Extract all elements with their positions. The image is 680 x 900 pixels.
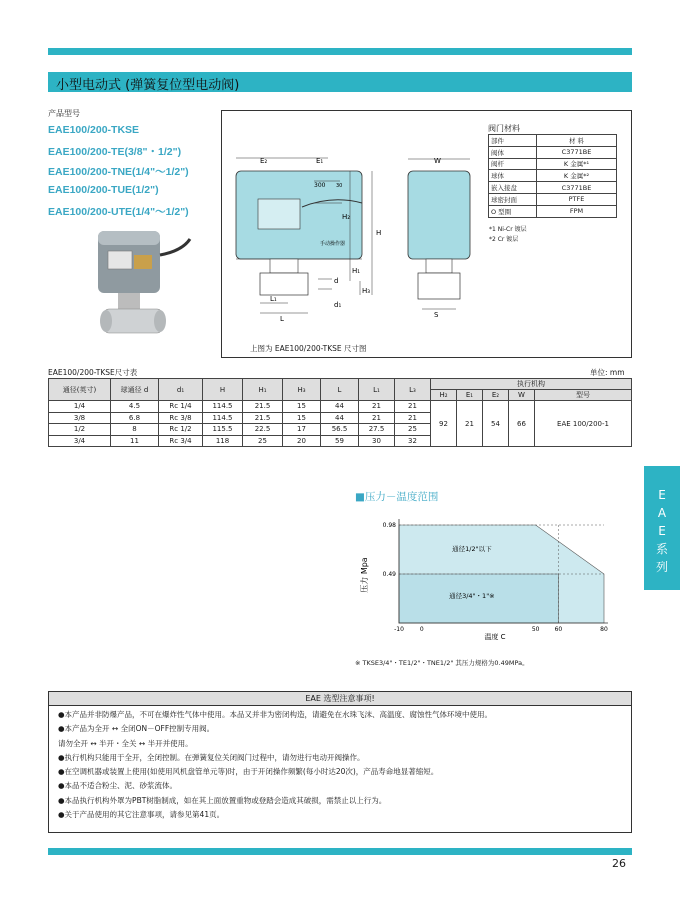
table-cell: 30 xyxy=(359,435,395,447)
col-header: E₂ xyxy=(483,390,509,401)
table-cell: 114.5 xyxy=(203,401,243,413)
col-header: 球通径 d xyxy=(111,379,159,401)
list-item: ●执行机构只能用于全开，全闭控制。在弹簧复位关闭阀门过程中，请勿进行电动开阀操作。 xyxy=(58,752,365,762)
label-h: H xyxy=(376,229,382,237)
col-header: H xyxy=(203,379,243,401)
chart-title: ■压力－温度范围 xyxy=(355,491,439,503)
list-item: ●本产品为全开 ↔ 全闭ON－OFF控制专用阀。 xyxy=(58,724,215,734)
model-2: EAE100/200-TE(3/8"・1/2") xyxy=(48,146,182,158)
x-tick-label: 0 xyxy=(419,626,424,633)
list-item: ●在空调机器或装置上使用(如使用风机盘管单元等)时，由于开闭操作频繁(每小时达20次)，产品寿命地显著缩短。 xyxy=(58,767,439,777)
drawing-caption: 上图为 EAE100/200-TKSE 尺寸图 xyxy=(250,344,367,353)
label-h2: H₂ xyxy=(342,213,351,221)
series-label-1: 通径1/2"以下 xyxy=(452,545,492,553)
label-l1: L₁ xyxy=(270,295,277,303)
label-w: W xyxy=(434,157,441,165)
x-tick-label: 60 xyxy=(554,626,563,633)
table-cell: 54 xyxy=(483,401,509,447)
table-cell: 11 xyxy=(111,435,159,447)
table-cell: 25 xyxy=(395,424,431,436)
table-cell: PTFE xyxy=(537,193,617,205)
table-cell: K 金属*² xyxy=(537,170,617,182)
col-header: 型号 xyxy=(535,390,632,401)
list-item: ●本产品并非防爆产品，不可在爆炸性气体中使用。本品又并非为密闭构造，请避免在水珠飞沫、高温度、腐蚀性气体环境中使用。 xyxy=(58,710,493,719)
table-cell: 6.8 xyxy=(111,412,159,424)
table-row xyxy=(489,170,617,182)
table-cell: 球密封面 xyxy=(489,193,537,205)
list-item: 请勿全开 ↔ 半开・全关 ↔ 半开并使用。 xyxy=(58,738,193,748)
page-title: 小型电动式 (弹簧复位型电动阀) xyxy=(56,78,240,93)
table-cell: 56.5 xyxy=(321,424,359,436)
table-cell: 59 xyxy=(321,435,359,447)
table-cell: Rc 1/2 xyxy=(159,424,203,436)
table-cell: K 金属*¹ xyxy=(537,158,617,170)
col-header: 通径(英寸) xyxy=(49,379,111,401)
table-row xyxy=(489,182,617,194)
table-cell: 1/2 xyxy=(49,424,111,436)
label-manual: 手动操作器 xyxy=(320,241,346,247)
table-cell: 阀杆 xyxy=(489,158,537,170)
table-cell: C3771BE xyxy=(537,146,617,158)
table-row xyxy=(489,146,617,158)
table-cell: 114.5 xyxy=(203,412,243,424)
table-cell: 21 xyxy=(359,401,395,413)
table-cell: 21 xyxy=(457,401,483,447)
table-cell: 21 xyxy=(395,412,431,424)
table-cell: 22.5 xyxy=(243,424,283,436)
x-tick-label: 80 xyxy=(600,626,608,633)
col-header: L xyxy=(321,379,359,401)
series-side-text xyxy=(644,486,680,576)
table-cell: 21.5 xyxy=(243,401,283,413)
side-char: A xyxy=(657,506,667,520)
selection-notice-box xyxy=(48,691,632,833)
table-row xyxy=(489,135,617,147)
table-cell: 21 xyxy=(359,412,395,424)
label-s: S xyxy=(434,311,439,319)
table-cell: 阀体 xyxy=(489,146,537,158)
side-char: 列 xyxy=(655,560,668,574)
model-5: EAE100/200-UTE(1/4"～1/2") xyxy=(48,206,189,218)
col-header: E₁ xyxy=(457,390,483,401)
table-cell: 20 xyxy=(283,435,321,447)
table-cell: Rc 1/4 xyxy=(159,401,203,413)
materials-note-1: *1 Ni-Cr 镀层 xyxy=(489,226,527,233)
label-d: d xyxy=(334,277,339,285)
table-cell: 21.5 xyxy=(243,412,283,424)
col-header: H₁ xyxy=(243,379,283,401)
table-row xyxy=(489,205,617,217)
y-axis-label: 压力 Mpa xyxy=(360,557,369,593)
y-tick-label: 0.49 xyxy=(382,571,396,578)
col-header: L₃ xyxy=(395,379,431,401)
table-cell: 3/8 xyxy=(49,412,111,424)
col-header: H₂ xyxy=(431,390,457,401)
table-cell: 1/4 xyxy=(49,401,111,413)
col-header: H₃ xyxy=(283,379,321,401)
table-cell: 92 xyxy=(431,401,457,447)
table-row xyxy=(49,401,632,413)
page-number: 26 xyxy=(612,857,626,870)
table-cell: 15 xyxy=(283,412,321,424)
table-cell: 嵌入接盘 xyxy=(489,182,537,194)
table-cell: 44 xyxy=(321,412,359,424)
notice-list xyxy=(49,706,631,822)
unit-label: 单位: mm xyxy=(590,368,625,377)
table-cell: 115.5 xyxy=(203,424,243,436)
label-30: 30 xyxy=(336,183,343,189)
label-h3: H₃ xyxy=(362,287,371,295)
table-cell: 21 xyxy=(395,401,431,413)
model-3: EAE100/200-TNE(1/4"～1/2") xyxy=(48,166,189,178)
label-d1: d₁ xyxy=(334,301,342,309)
side-char: E xyxy=(658,524,666,538)
table-cell: 25 xyxy=(243,435,283,447)
table-cell: Rc 3/4 xyxy=(159,435,203,447)
materials-title: 阀门材料 xyxy=(488,124,520,133)
side-char: E xyxy=(658,488,666,502)
x-tick-label: 50 xyxy=(531,626,540,633)
product-label: 产品型号 xyxy=(48,109,80,118)
table-cell: C3771BE xyxy=(537,182,617,194)
actuator-header: 执行机构 xyxy=(431,379,632,390)
list-item: ●本品执行机构外罩为PBT树脂制成，如在其上面放置重物或登踏会造成其破损，需禁止以上行为。 xyxy=(58,795,387,805)
table-cell: 27.5 xyxy=(359,424,395,436)
table-cell: 66 xyxy=(509,401,535,447)
model-1: EAE100/200-TKSE xyxy=(48,124,140,136)
dimension-table-title: EAE100/200-TKSE尺寸表 xyxy=(48,368,138,377)
model-4: EAE100/200-TUE(1/2") xyxy=(48,184,159,196)
materials-header-material: 材 料 xyxy=(537,135,617,147)
table-cell: 32 xyxy=(395,435,431,447)
list-item: ●关于产品使用的其它注意事项，请参见第41页。 xyxy=(58,810,225,820)
table-cell: 4.5 xyxy=(111,401,159,413)
label-l: L xyxy=(280,315,284,323)
col-header: W xyxy=(509,390,535,401)
bottom-accent-bar xyxy=(48,848,632,855)
table-cell: EAE 100/200-1 xyxy=(535,401,632,447)
table-cell: FPM xyxy=(537,205,617,217)
materials-note-2: *2 Cr 镀层 xyxy=(489,236,519,243)
label-e1: E₁ xyxy=(316,157,324,165)
table-cell: 17 xyxy=(283,424,321,436)
table-cell: 8 xyxy=(111,424,159,436)
y-tick-label: 0.98 xyxy=(382,522,396,529)
pressure-temperature-chart xyxy=(355,505,620,650)
col-header: d₁ xyxy=(159,379,203,401)
x-tick-label: -10 xyxy=(394,626,404,633)
dimension-table xyxy=(48,378,632,447)
label-e2: E₂ xyxy=(260,157,268,165)
list-item: ●本品不适合粉尘、泥、砂浆流体。 xyxy=(58,781,178,791)
materials-table xyxy=(488,134,617,218)
table-cell: 球体 xyxy=(489,170,537,182)
label-h1: H₁ xyxy=(352,267,361,275)
table-cell: 3/4 xyxy=(49,435,111,447)
table-row xyxy=(489,158,617,170)
chart-footnote: ※ TKSE3/4"・TE1/2"・TNE1/2" 其压力规格为0.49MPa。 xyxy=(355,659,529,667)
top-accent-bar xyxy=(48,48,632,55)
table-header-row xyxy=(49,379,632,390)
product-photo xyxy=(90,225,200,345)
table-cell: Rc 3/8 xyxy=(159,412,203,424)
table-cell: O 型圈 xyxy=(489,205,537,217)
col-header: L₁ xyxy=(359,379,395,401)
table-cell: 15 xyxy=(283,401,321,413)
series-label-2: 通径3/4"・1"※ xyxy=(449,592,495,600)
table-cell: 118 xyxy=(203,435,243,447)
table-cell: 44 xyxy=(321,401,359,413)
materials-header-part: 部件 xyxy=(489,135,537,147)
x-axis-label: 温度 C xyxy=(484,633,506,641)
side-char: 系 xyxy=(655,542,668,556)
label-300: 300 xyxy=(314,182,326,189)
table-row xyxy=(489,193,617,205)
notice-title: EAE 选型注意事项! xyxy=(49,692,631,706)
